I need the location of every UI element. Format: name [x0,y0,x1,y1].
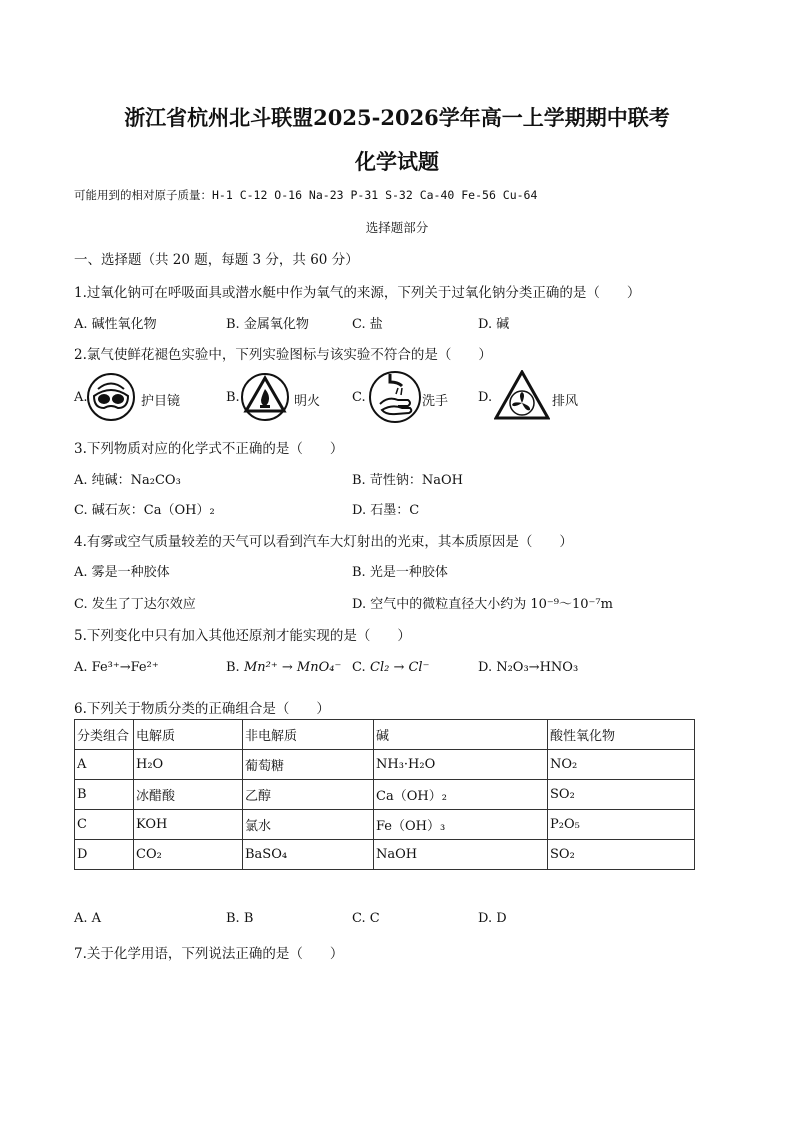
question-5-stem: 5.下列变化中只有加入其他还原剂才能实现的是（ ） [74,628,411,644]
page-title: 浙江省杭州北斗联盟2025-2026学年高一上学期期中联考 [124,105,670,130]
q2-option-d-letter[interactable]: D. [478,390,493,405]
table-cell: Ca（OH）₂ [374,780,548,810]
q2-option-b-label: 明火 [294,394,321,409]
q6-option-c[interactable]: C. C [352,911,380,926]
q3-option-d[interactable]: D. 石墨：C [352,503,420,518]
table-row [75,840,695,870]
q2-option-b-letter[interactable]: B. [226,390,240,405]
q4-option-c[interactable]: C. 发生了丁达尔效应 [74,597,196,612]
q2-option-a-label: 护目镜 [141,394,181,409]
table-cell: B [75,780,134,810]
table-cell: 乙醇 [243,780,374,810]
table-cell: 葡萄糖 [243,750,374,780]
q5-option-d[interactable]: D. N₂O₃→HNO₃ [478,660,579,675]
q1-option-c[interactable]: C. 盐 [352,317,383,332]
classification-table [74,719,695,870]
table-cell: SO₂ [548,780,695,810]
table-cell: P₂O₅ [548,810,695,840]
q1-option-b[interactable]: B. 金属氧化物 [226,317,309,332]
q1-option-d[interactable]: D. 碱 [478,317,510,332]
q2-option-a-letter[interactable]: A. [74,390,88,405]
q5-option-c-letter[interactable]: C. [352,660,366,675]
table-cell: 氯水 [243,810,374,840]
table-row [75,750,695,780]
q5-option-b-formula: Mn²⁺ → MnO₄⁻ [244,660,342,675]
table-row [75,810,695,840]
page-subtitle: 化学试题 [355,149,439,174]
q2-option-c-letter[interactable]: C. [352,390,366,405]
table-cell: NH₃·H₂O [374,750,548,780]
q6-option-d[interactable]: D. D [478,911,507,926]
q3-option-a[interactable]: A. 纯碱：Na₂CO₃ [74,473,181,488]
table-cell: Fe（OH）₃ [374,810,548,840]
table-cell: A [75,750,134,780]
fan-icon [494,370,550,422]
q1-option-a[interactable]: A. 碱性氧化物 [74,317,157,332]
table-row [75,780,695,810]
flame-icon [240,372,290,422]
q3-option-c[interactable]: C. 碱石灰：Ca（OH）₂ [74,503,215,518]
table-header-cell: 分类组合 [75,720,134,750]
table-cell: BaSO₄ [243,840,374,870]
table-cell: NO₂ [548,750,695,780]
q5-option-c-formula: Cl₂ → Cl⁻ [370,660,430,675]
section-heading: 一、选择题（共 20 题，每题 3 分，共 60 分） [74,252,359,268]
table-cell: D [75,840,134,870]
q6-option-b[interactable]: B. B [226,911,254,926]
q4-option-a[interactable]: A. 雾是一种胶体 [74,565,170,580]
question-7-stem: 7.关于化学用语，下列说法正确的是（ ） [74,946,344,962]
question-3-stem: 3.下列物质对应的化学式不正确的是（ ） [74,441,344,457]
atomic-masses: 可能用到的相对原子质量：H-1 C-12 O-16 Na-23 P-31 S-32 Ca-40 Fe-56 Cu-64 [74,188,538,202]
q2-option-d-label: 排风 [552,394,579,409]
q3-option-b[interactable]: B. 苛性钠：NaOH [352,473,463,488]
table-cell: CO₂ [134,840,243,870]
q4-option-d[interactable]: D. 空气中的微粒直径大小约为 10⁻⁹～10⁻⁷m [352,597,613,612]
table-cell: KOH [134,810,243,840]
table-cell: C [75,810,134,840]
handwash-icon [368,370,422,424]
part-heading: 选择题部分 [365,220,429,235]
table-cell: SO₂ [548,840,695,870]
q6-option-a[interactable]: A. A [74,911,102,926]
q5-option-b-letter[interactable]: B. [226,660,240,675]
goggles-icon [86,372,136,422]
q2-option-c-label: 洗手 [422,394,449,409]
question-2-stem: 2.氯气使鲜花褪色实验中，下列实验图标与该实验不符合的是（ ） [74,347,492,363]
q4-option-b[interactable]: B. 光是一种胶体 [352,565,448,580]
table-header-cell: 碱 [374,720,548,750]
question-1-stem: 1.过氧化钠可在呼吸面具或潜水艇中作为氧气的来源，下列关于过氧化钠分类正确的是（ ） [74,285,641,301]
table-cell: NaOH [374,840,548,870]
question-4-stem: 4.有雾或空气质量较差的天气可以看到汽车大灯射出的光束，其本质原因是（ ） [74,534,573,550]
table-cell: 冰醋酸 [134,780,243,810]
table-header-cell: 酸性氧化物 [548,720,695,750]
question-6-stem: 6.下列关于物质分类的正确组合是（ ） [74,701,330,717]
table-header-cell: 非电解质 [243,720,374,750]
table-cell: H₂O [134,750,243,780]
table-header-row [75,720,695,750]
table-header-cell: 电解质 [134,720,243,750]
q5-option-a[interactable]: A. Fe³⁺→Fe²⁺ [74,660,159,675]
